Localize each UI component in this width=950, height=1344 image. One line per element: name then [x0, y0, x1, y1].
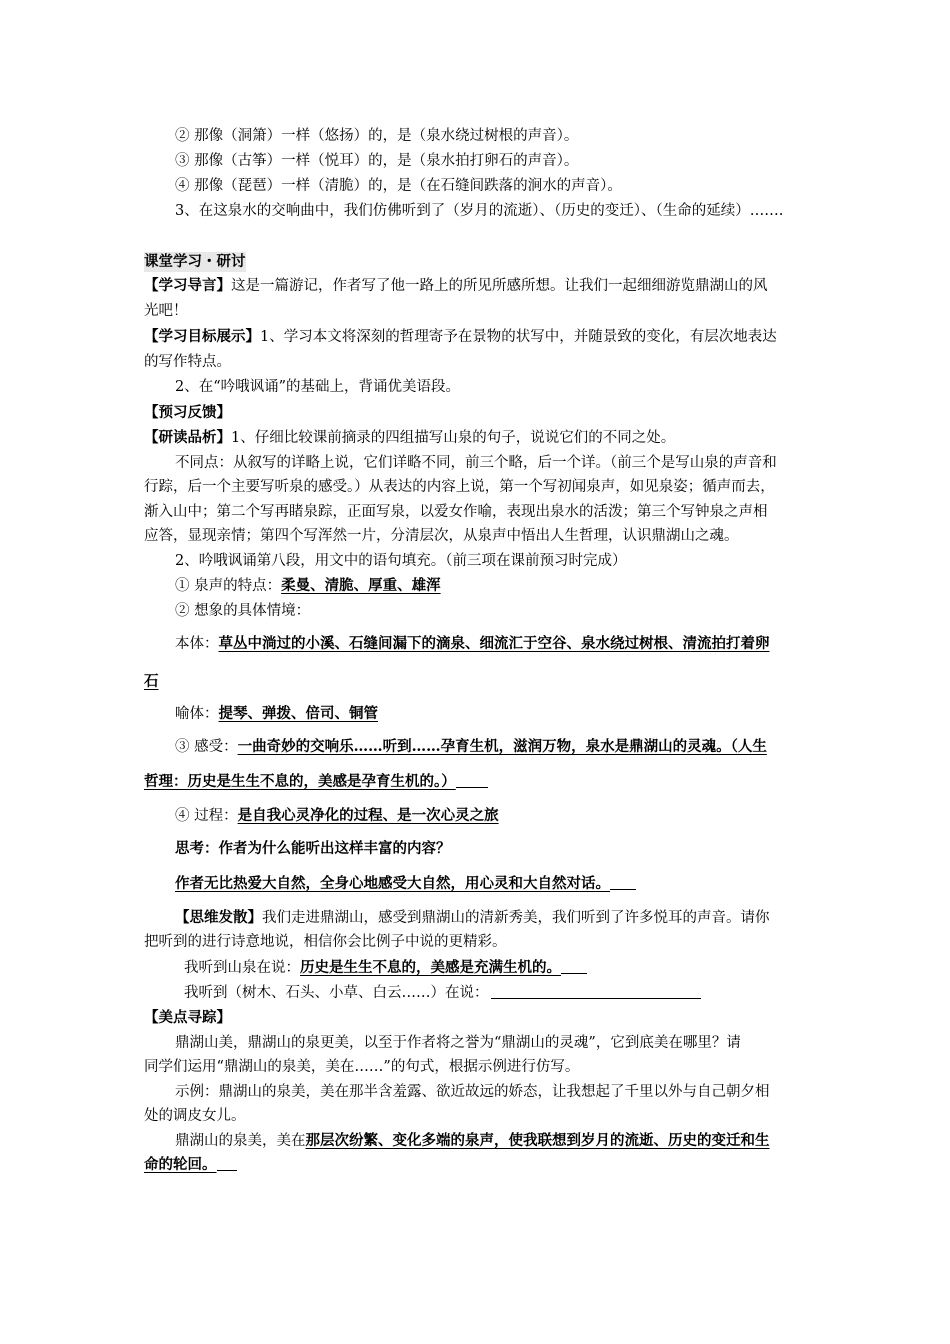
divergent-label: 【思维发散】 [175, 909, 262, 926]
item-3-answer-2: 哲理：历史是生生不息的，美感是孕育生机的。） [144, 773, 456, 790]
analysis-p3: 渐入山中；第二个写再睹泉踪，正面写泉，以爱女作喻，表现出泉水的活泼；第三个写钟泉之声相 [144, 504, 768, 520]
divergent-s1-answer: 历史是生生不息的，美感是充满生机的。 [300, 959, 561, 976]
beauty-answer-1: 那层次纷繁、变化多端的泉声，使我联想到岁月的流逝、历史的变迁和生 [305, 1132, 770, 1149]
benti-line-1 [175, 634, 770, 654]
divergent-line-2: 把听到的进行诗意地说，相信你会比例子中说的更精彩。 [144, 934, 507, 950]
divergent-s1 [184, 958, 587, 978]
analysis-q1-text: 1、仔细比较课前摘录的四组描写山泉的句子，说说它们的不同之处。 [231, 430, 676, 446]
beauty-line-2: 同学们运用“鼎湖山的泉美，美在……”的句式，根据示例进行仿写。 [144, 1059, 580, 1075]
benti-label: 本体： [175, 636, 219, 652]
guide-line-1 [144, 276, 768, 296]
guide-label: 【学习导言】 [144, 277, 231, 294]
divergent-s1-label: 我听到山泉在说： [184, 960, 300, 976]
goals-text-1: 1、学习本文将深刻的哲理寄予在景物的状写中，并随景致的变化，有层次地表达 [260, 329, 777, 345]
beauty-underline-tail [217, 1156, 237, 1171]
section-title: 课堂学习・研讨 [144, 253, 246, 270]
divergent-s1-underline-tail [561, 959, 587, 974]
intro-line-summary: 3、在这泉水的交响曲中，我们仿佛听到了（岁月的流逝）、（历史的变迁）、（生命的延续）……. [175, 203, 784, 219]
analysis-q2: 2、吟哦讽诵第八段，用文中的语句填充。（前三项在课前预习时完成） [175, 553, 627, 569]
item-2-label: ② 想象的具体情境： [175, 603, 311, 619]
item-4-answer: 是自我心灵净化的过程、是一次心灵之旅 [237, 807, 499, 824]
think-question: 思考：作者为什么能听出这样丰富的内容？ [175, 840, 451, 857]
beauty-line-1: 鼎湖山美，鼎湖山的泉更美，以至于作者将之誉为“鼎湖山的灵魂”，它到底美在哪里？请 [175, 1035, 741, 1051]
think-answer-line [175, 874, 636, 894]
item-3-line-1 [175, 737, 767, 757]
analysis-label: 【研读品析】 [144, 429, 231, 446]
analysis-q1 [144, 428, 675, 448]
analysis-p4: 应答，显现亲情；第四个写浑然一片，分清层次，从泉声中悟出人生哲理，认识鼎湖山之魂。 [144, 528, 739, 544]
goals-label: 【学习目标展示】 [144, 328, 260, 345]
beauty-example-2: 处的调皮女儿。 [144, 1108, 246, 1124]
item-4-label: ④ 过程： [175, 808, 238, 824]
divergent-s2 [184, 983, 701, 1003]
beauty-example-1: 示例：鼎湖山的泉美，美在那半含羞露、欲近故远的娇态，让我想起了千里以外与自己朝夕相 [175, 1084, 770, 1100]
item-3-answer-1: 一曲奇妙的交响乐……听到……孕育生机，滋润万物，泉水是鼎湖山的灵魂。（人生 [237, 738, 767, 755]
item-3-underline-tail [456, 773, 488, 788]
beauty-answer-line-1 [175, 1131, 770, 1151]
yuti-answer: 提琴、弹拨、倍司、铜管 [218, 705, 378, 722]
item-1-label: ① 泉声的特点： [175, 578, 282, 594]
analysis-p1: 不同点：从叙写的详略上说，它们详略不同，前三个略，后一个详。（前三个是写山泉的声音和 [175, 455, 777, 471]
think-answer: 作者无比热爱大自然，全身心地感受大自然，用心灵和大自然对话。 [175, 875, 610, 892]
item-1 [175, 576, 441, 596]
goals-line-3: 2、在“吟哦讽诵”的基础上，背诵优美语段。 [175, 379, 461, 395]
benti-answer-2: 石 [144, 673, 159, 690]
analysis-p2: 行踪，后一个主要写听泉的感受。）从表达的内容上说，第一个写初闻泉声，如见泉姿；循声而去， [144, 479, 775, 495]
guide-line-2: 光吧！ [144, 303, 188, 319]
guide-text-1: 这是一篇游记，作者写了他一路上的所见所感所想。让我们一起细细游览鼎湖山的风 [231, 278, 768, 294]
item-1-answer: 柔曼、清脆、厚重、雄浑 [281, 577, 441, 594]
beauty-label: 【美点寻踪】 [144, 1009, 231, 1026]
intro-line-2: ② 那像（洞箫）一样（悠扬）的，是（泉水绕过树根的声音）。 [175, 128, 579, 144]
item-3-label: ③ 感受： [175, 739, 238, 755]
beauty-answer-2: 命的轮回。 [144, 1156, 217, 1173]
divergent-line-1 [175, 908, 770, 928]
beauty-answer-line-2 [144, 1155, 237, 1175]
divergent-text-1: 我们走进鼎湖山，感受到鼎湖山的清新秀美，我们听到了许多悦耳的声音。请你 [262, 910, 770, 926]
goals-line-1 [144, 327, 777, 347]
item-4-line [175, 806, 499, 826]
item-3-line-2 [144, 772, 488, 792]
benti-answer-1: 草丛中淌过的小溪、石缝间漏下的滴泉、细流汇于空谷、泉水绕过树根、清流拍打着卵 [218, 635, 770, 652]
preview-label: 【预习反馈】 [144, 404, 231, 421]
think-underline-tail [610, 875, 636, 890]
yuti-label: 喻体： [175, 706, 219, 722]
goals-line-2: 的写作特点。 [144, 354, 231, 370]
intro-line-4: ④ 那像（琵琶）一样（清脆）的，是（在石缝间跌落的涧水的声音）。 [175, 178, 622, 194]
beauty-answer-label: 鼎湖山的泉美，美在 [175, 1133, 306, 1149]
intro-line-3: ③ 那像（古筝）一样（悦耳）的，是（泉水拍打卵石的声音）。 [175, 153, 579, 169]
yuti-line [175, 704, 378, 724]
answer-blank[interactable] [491, 984, 701, 999]
divergent-s2-label: 我听到（树木、石头、小草、白云……）在说： [184, 985, 489, 1001]
